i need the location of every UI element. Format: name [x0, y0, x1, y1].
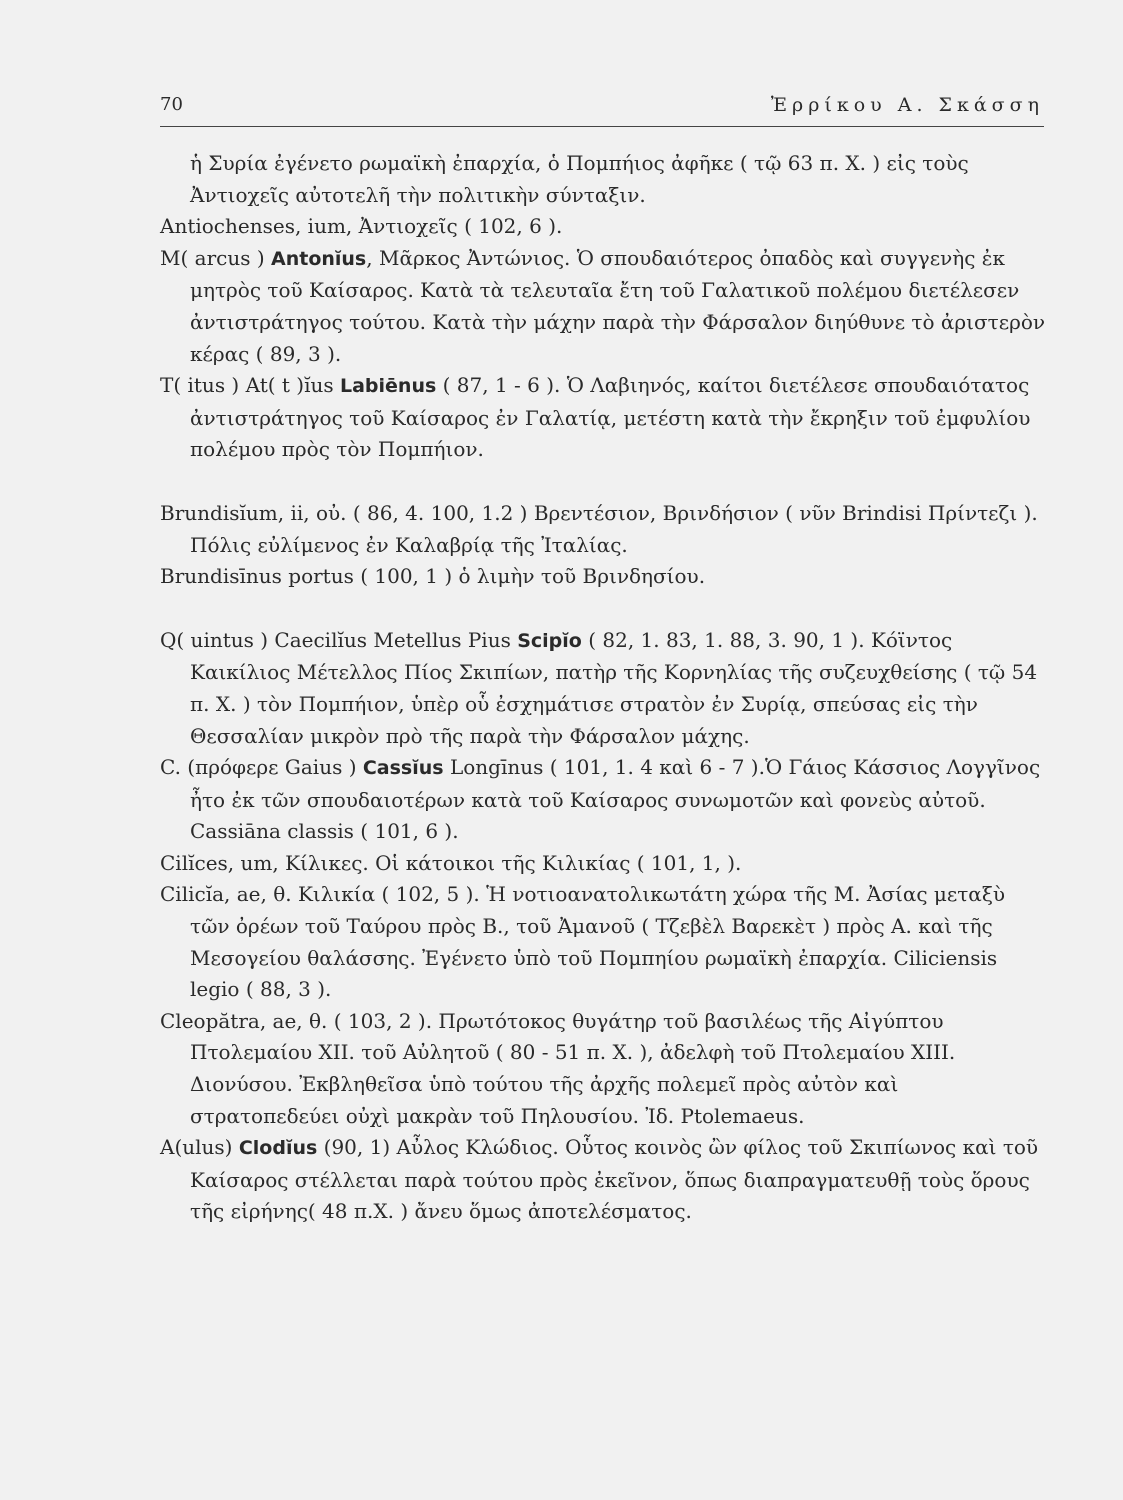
- glossary-entry-cilicia: Cilicĭa, ae, θ. Κιλικία ( 102, 5 ). Ἡ νοτιοανατολικωτάτη χώρα τῆς Μ. Ἀσίας μεταξὺ τῶν ὀρέων τοῦ Ταύρου πρὸς Β., τοῦ Ἀμανοῦ ( Τζεβὲλ Βαρεκὲτ ) πρὸς Α. καὶ τῆς Μεσογείου θαλάσσης. Ἐγένετο ὑπὸ τοῦ Πομπηίου ρωμαϊκὴ ἐπαρχία. Ciliciensis legio ( 88, 3 ).: [160, 882, 1005, 1002]
- page-header: [160, 92, 1044, 127]
- glossary-entry-scipio: Q( uintus ) Caecilĭus Metellus Pius Scipĭo ( 82, 1. 83, 1. 88, 3. 90, 1 ). Κόϊντος Καικίλιος Μέτελλος Πίος Σκιπίων, πατὴρ τῆς Κορνηλίας τῆς συζευχθείσης ( τῷ 54 π. Χ. ) τὸν Πομπήιον, ὑπὲρ οὗ ἐσχημάτισε στρατὸν ἐν Συρίᾳ, σπεύσας εἰς τὴν Θεσσαλίαν μικρὸν πρὸ τῆς παρὰ τὴν Φάρσαλον μάχης.: [160, 627, 1038, 748]
- headword: Labiēnus: [339, 375, 437, 398]
- glossary-body: [160, 148, 1050, 1228]
- glossary-entry-syria-continuation: ἡ Συρία ἐγένετο ρωμαϊκὴ ἐπαρχία, ὁ Πομπήιος ἀφῆκε ( τῷ 63 π. Χ. ) εἰς τοὺς Ἀντιοχεῖς αὐτοτελῆ τὴν πολιτικὴν σύνταξιν.: [190, 151, 969, 207]
- headword: Cassĭus: [362, 757, 444, 780]
- headword: Scipĭo: [517, 629, 582, 652]
- glossary-entry-cleopatra: Cleopătra, ae, θ. ( 103, 2 ). Πρωτότοκος θυγάτηρ τοῦ βασιλέως τῆς Αἰγύπτου Πτολεμαίου XII. τοῦ Αὐλητοῦ ( 80 - 51 π. Χ. ), ἀδελφὴ τοῦ Πτολεμαίου XIII. Διονύσου. Ἐκβληθεῖσα ὑπὸ τούτου τῆς ἀρχῆς πολεμεῖ πρὸς αὐτὸν καὶ στρατοπεδεύει οὐχὶ μακρὰν τοῦ Πηλουσίου. Ἰδ. Ptolemaeus.: [160, 1008, 956, 1128]
- headword: Clodĭus: [238, 1137, 318, 1160]
- section-spacer: [160, 593, 1050, 625]
- glossary-entry-antiochenses: Antiochenses, ium, Ἀντιοχεῖς ( 102, 6 ).: [160, 214, 563, 239]
- headword: Antonĭus: [271, 247, 367, 270]
- glossary-entry-brundisinus: Brundisīnus portus ( 100, 1 ) ὁ λιμὴν τοῦ Βρινδησίου.: [160, 564, 706, 589]
- section-spacer: [160, 466, 1050, 498]
- page-number: 70: [160, 94, 183, 115]
- glossary-entry-cilices: Cilĭces, um, Κίλικες. Οἱ κάτοικοι τῆς Κιλικίας ( 101, 1, ).: [160, 850, 742, 875]
- glossary-entry-labienus: T( itus ) At( t )ĭus Labiēnus ( 87, 1 - 6 ). Ὁ Λαβιηνός, καίτοι διετέλεσε σπουδαιότατος ἀντιστράτηγος τοῦ Καίσαρος ἐν Γαλατίᾳ, μετέστη κατὰ τὴν ἔκρηξιν τοῦ ἐμφυλίου πολέμου πρὸς τὸν Πομπήιον.: [160, 373, 1031, 462]
- running-head: Ἐρρίκου Α. Σκάσση: [770, 94, 1044, 116]
- glossary-entry-brundisium: Brundisĭum, ii, οὐ. ( 86, 4. 100, 1.2 ) Βρεντέσιον, Βρινδήσιον ( νῦν Brindisi Πρίντεζι ). Πόλις εὐλίμενος ἐν Καλαβρίᾳ τῆς Ἰταλίας.: [160, 500, 1038, 557]
- glossary-entry-clodius: A(ulus) Clodĭus (90, 1) Αὖλος Κλώδιος. Οὗτος κοινὸς ὢν φίλος τοῦ Σκιπίωνος καὶ τοῦ Καίσαρος στέλλεται παρὰ τούτου πρὸς ἐκεῖνον, ὅπως διαπραγματευθῇ τοὺς ὅρους τῆς εἰρήνης( 48 π.Χ. ) ἄνευ ὅμως ἀποτελέσματος.: [160, 1135, 1039, 1224]
- glossary-entry-cassius: C. (πρόφερε Gaius ) Cassĭus Longīnus ( 101, 1. 4 καὶ 6 - 7 ).Ὁ Γάιος Κάσσιος Λογγῖνος ἦτο ἐκ τῶν σπουδαιοτέρων κατὰ τοῦ Καίσαρος συνωμοτῶν καὶ φονεὺς αὐτοῦ. Cassiāna classis ( 101, 6 ).: [160, 755, 1041, 844]
- glossary-entry-antonius: M( arcus ) Antonĭus, Μᾶρκος Ἀντώνιος. Ὁ σπουδαιότερος ὀπαδὸς καὶ συγγενὴς ἐκ μητρὸς τοῦ Καίσαρος. Κατὰ τὰ τελευταῖα ἔτη τοῦ Γαλατικοῦ πολέμου διετέλεσεν ἀντιστράτηγος τούτου. Κατὰ τὴν μάχην παρὰ τὴν Φάρσαλον διηύθυνε τὸ ἀριστερὸν κέρας ( 89, 3 ).: [160, 245, 1046, 366]
